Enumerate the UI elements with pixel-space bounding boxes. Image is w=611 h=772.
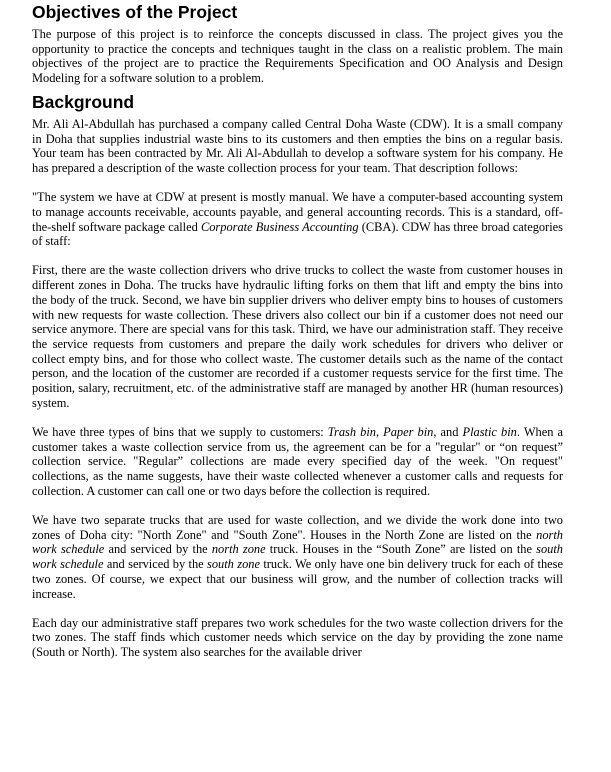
italic-text: Corporate Business Accounting	[200, 219, 359, 234]
paragraph	[32, 190, 563, 249]
italic-text: south zone	[207, 557, 260, 572]
paragraph	[32, 425, 563, 499]
paragraph	[32, 263, 563, 410]
text-run: and serviced by the	[104, 542, 212, 557]
section-background	[32, 92, 563, 660]
paragraph	[32, 616, 563, 660]
paragraph	[32, 117, 563, 176]
text-run: and serviced by the	[103, 557, 208, 572]
text-run: ,	[375, 424, 384, 439]
italic-text: north zone	[211, 542, 266, 557]
text-run: "The system we have at CDW at present is mostly manual. We have a computer-based accounting system to manage accounts receivable, accounts payable, and general accounting records. This is a standard, off-the-shelf software package called	[32, 190, 563, 234]
italic-text: north work schedule	[32, 527, 563, 557]
text-run: First, there are the waste collection drivers who drive trucks to collect the waste from customer houses in different zones in Doha. The trucks have hydraulic lifting forks on them that lift and empty the bins into the body of the truck. Second, we have bin supplier drivers who deliver empty bins to houses of customers with new requests for waste collection. These drivers also collect our bin if a customer does not need our service anymore. There are special vans for this task. Third, we have our administration staff. They receive the service requests from customers and prepare the daily work schedules for drivers who deliver or collect empty bins, and for those who collect waste. The customer details such as the name of the contact person, and the location of the customer are recorded if a customer requests service for the first time. The position, salary, recruitment, etc. of the administrative staff are managed by another HR (human resources) system.	[32, 263, 563, 410]
italic-text: Plastic bin	[462, 424, 517, 439]
paragraph	[32, 513, 563, 601]
paragraph	[32, 27, 563, 86]
italic-text: Paper bin	[383, 424, 434, 439]
section-heading: Objectives of the Project	[32, 2, 238, 22]
text-run: Each day our administrative staff prepares two work schedules for the two waste collection drivers for the two zones. The staff finds which customer needs which service on the day by providing the zone name (South or North). The system also searches for the available driver	[32, 615, 563, 660]
text-run: truck. Houses in the “South Zone” are listed on the	[265, 542, 537, 557]
text-run: The purpose of this project is to reinforce the concepts discussed in class. The project gives you the opportunity to practice the concepts and techniques taught in the class on a realistic problem. The main objectives of the project are to practice the Requirements Specification and OO Analysis and Design Modeling for a software solution to a problem.	[32, 27, 563, 86]
section-heading: Background	[32, 91, 135, 112]
italic-text: Trash bin	[327, 424, 376, 439]
italic-text: south work schedule	[32, 542, 563, 572]
text-run: , and	[433, 424, 463, 439]
text-run: truck. We only have one bin delivery truck for each of these two zones. Of course, we expect that our business will grow, and the number of collection tracks will increase.	[32, 557, 564, 601]
text-run: . When a customer takes a waste collection service from us, the agreement can be for a "regular" or “on request” collection service. "Regular” collections are made every specified day of the week. "On request" collections, as the name suggests, have their waste collected whenever a customer calls and requests for collection. A customer can call one or two days before the collection is required.	[32, 424, 563, 498]
text-run: We have three types of bins that we supply to customers:	[32, 424, 328, 439]
text-run: Mr. Ali Al-Abdullah has purchased a company called Central Doha Waste (CDW). It is a small company in Doha that supplies industrial waste bins to its customers and then empties the bins on a regular basis. Your team has been contracted by Mr. Ali Al-Abdullah to develop a software system for his company. He has prepared a description of the waste collection process for your team. That description follows:	[32, 116, 563, 175]
text-run: We have two separate trucks that are used for waste collection, and we divide the work done into two zones of Doha city: "North Zone" and "South Zone". Houses in the North Zone are listed on the	[32, 512, 563, 542]
text-run: (CBA). CDW has three broad categories of staff:	[32, 219, 563, 249]
section-objectives-of-the-project	[32, 2, 563, 86]
